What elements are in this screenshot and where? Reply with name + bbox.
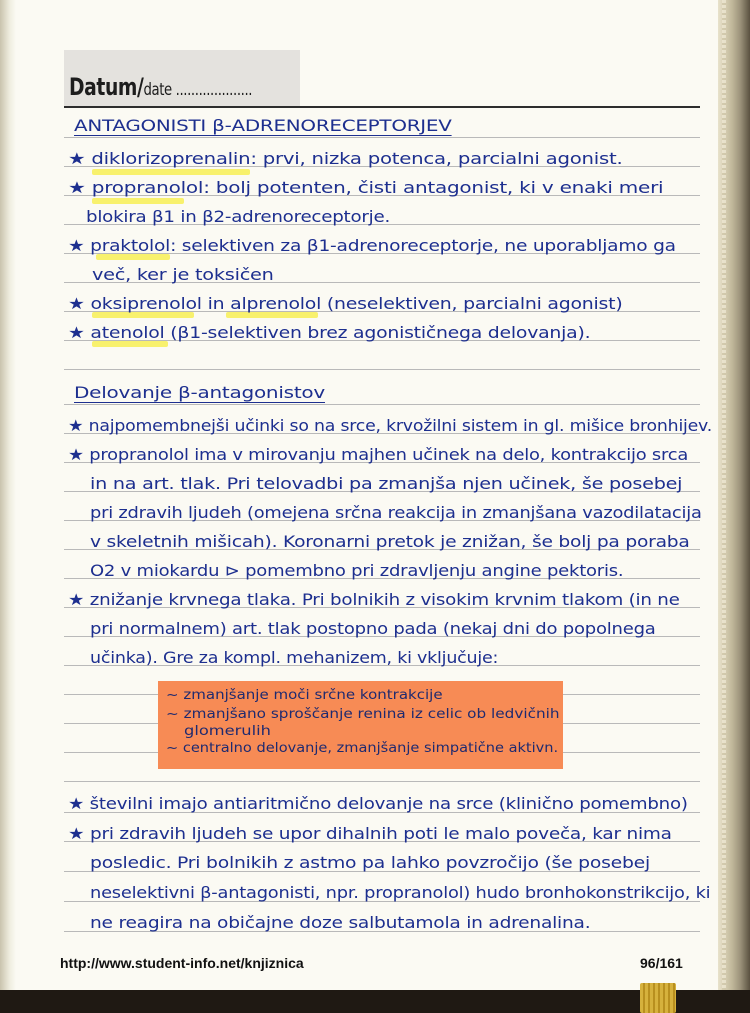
highlight (92, 169, 250, 175)
note-line: O2 v miokardu ⊳ pomembno pri zdravljenju angine pektoris. (90, 561, 624, 580)
mechanism-line: ~ zmanjšanje moči srčne kontrakcije (166, 688, 443, 703)
note-line: blokira β1 in β2-adrenoreceptorje. (86, 207, 391, 226)
footer-url: http://www.student-info.net/knjiznica (60, 955, 304, 971)
mechanism-line: glomerulih (184, 724, 271, 739)
date-header (69, 73, 252, 101)
note-line: ne reagira na običajne doze salbutamola in adrenalina. (90, 913, 591, 932)
note-line: ★ najpomembnejši učinki so na srce, krvožilni sistem in gl. mišice bronhijev. (68, 416, 713, 435)
highlight (92, 198, 184, 204)
bookmark-ribbon (640, 983, 676, 1013)
note-line: ★ številni imajo antiaritmično delovanje na srce (klinično pomembno) (68, 794, 688, 813)
ruled-line (64, 404, 700, 405)
note-line: več, ker je toksičen (92, 265, 274, 284)
note-line: ★ praktolol: selektiven za β1-adrenoreceptorje, ne uporabljamo ga (68, 236, 676, 255)
ruled-line (64, 781, 700, 782)
note-line: in na art. tlak. Pri telovadbi pa zmanjša njen učinek, še posebej (90, 474, 683, 493)
note-line: ★ propranolol: bolj potenten, čisti antagonist, ki v enaki meri (68, 178, 664, 197)
page-edge-strip (722, 0, 726, 990)
book-bottom-edge (0, 990, 750, 1013)
header-rule (64, 106, 700, 108)
section-title-antagonists: ANTAGONISTI β-ADRENORECEPTORJEV (74, 116, 452, 135)
note-line: ★ znižanje krvnega tlaka. Pri bolnikih z visokim krvnim tlakom (in ne (68, 590, 680, 609)
note-line: ★ diklorizoprenalin: prvi, nizka potenca, parcialni agonist. (68, 149, 623, 168)
note-line: ★ pri zdravih ljudeh se upor dihalnih poti le malo poveča, kar nima (68, 824, 672, 843)
ruled-line (64, 369, 700, 370)
note-line: pri normalnem) art. tlak postopno pada (nekaj dni do popolnega (90, 619, 656, 638)
note-line: v skeletnih mišicah). Koronarni pretok je znižan, še bolj pa poraba (90, 532, 690, 551)
datum-label: Datum/ (69, 73, 144, 101)
section-title-effects: Delovanje β-antagonistov (74, 383, 325, 402)
ruled-line (64, 137, 700, 138)
note-line: ★ propranolol ima v mirovanju majhen učinek na delo, kontrakcijo srca (68, 445, 689, 464)
date-label: date .................... (143, 80, 253, 100)
mechanism-line: ~ centralno delovanje, zmanjšanje simpatične aktivn. (166, 741, 559, 756)
note-line: posledic. Pri bolnikih z astmo pa lahko povzročijo (še posebej (90, 853, 650, 872)
spine-shadow (0, 0, 16, 990)
note-line: ★ atenolol (β1-selektiven brez agonističnega delovanja). (68, 323, 591, 342)
mechanism-line: ~ zmanjšano sproščanje renina iz celic ob ledvičnih (166, 707, 560, 722)
note-line: neselektivni β-antagonisti, npr. propranolol) hudo bronhokonstrikcijo, ki (90, 883, 711, 902)
footer-page-number: 96/161 (640, 955, 683, 971)
note-line: učinka). Gre za kompl. mehanizem, ki vključuje: (90, 648, 499, 667)
note-line: pri zdravih ljudeh (omejena srčna reakcija in zmanjšana vazodilatacija (90, 503, 702, 522)
note-line: ★ oksiprenolol in alprenolol (neselektiven, parcialni agonist) (68, 294, 623, 313)
